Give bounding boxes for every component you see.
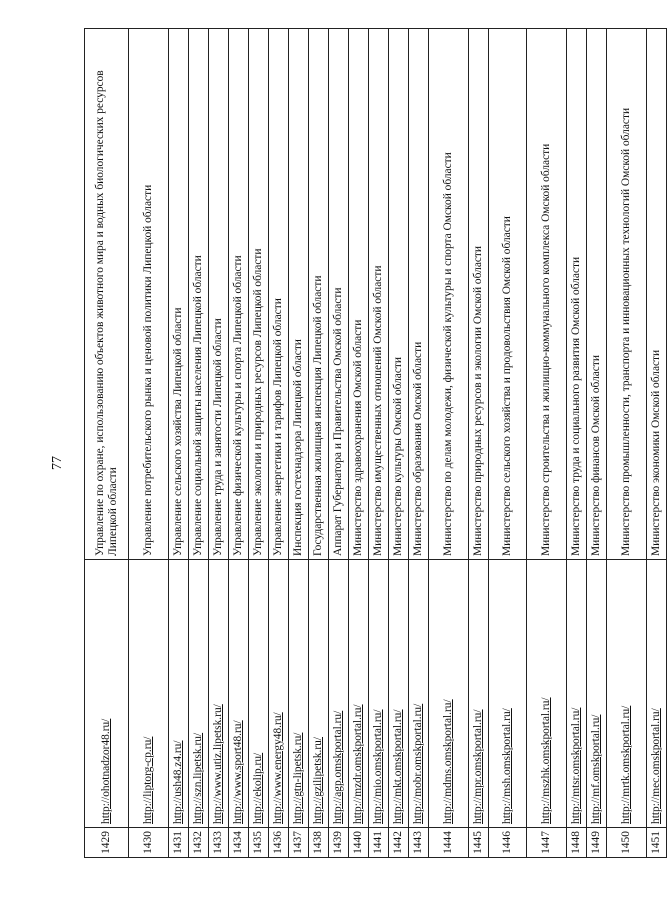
table-row bbox=[527, 29, 567, 858]
website-cell bbox=[249, 560, 269, 828]
website-cell bbox=[567, 560, 587, 828]
row-number: 1450 bbox=[607, 828, 647, 858]
row-number: 1432 bbox=[189, 828, 209, 858]
table-row bbox=[129, 29, 169, 858]
website-link[interactable]: http://mrtk.omskportal.ru/ bbox=[620, 705, 633, 824]
website-cell bbox=[429, 560, 469, 828]
table-row bbox=[169, 29, 189, 858]
organization-name: Министерство промышленности, транспорта и инновационных технологий Омской области bbox=[607, 29, 647, 560]
table-row bbox=[647, 29, 667, 858]
table-row bbox=[229, 29, 249, 858]
organization-name: Министерство культуры Омской области bbox=[389, 29, 409, 560]
organization-name: Государственная жилищная инспекция Липецкой области bbox=[309, 29, 329, 560]
row-number: 1442 bbox=[389, 828, 409, 858]
website-cell bbox=[369, 560, 389, 828]
table-row bbox=[489, 29, 527, 858]
website-link[interactable]: http://mkt.omskportal.ru/ bbox=[392, 709, 405, 824]
website-link[interactable]: http://ekolip.ru/ bbox=[252, 752, 265, 824]
table-row bbox=[607, 29, 647, 858]
table-row bbox=[349, 29, 369, 858]
organization-name: Управление сельского хозяйства Липецкой области bbox=[169, 29, 189, 560]
row-number: 1445 bbox=[469, 828, 489, 858]
website-link[interactable]: http://mtsr.omskportal.ru/ bbox=[570, 707, 583, 824]
table-row bbox=[329, 29, 349, 858]
website-cell bbox=[289, 560, 309, 828]
organization-name: Министерство природных ресурсов и экологии Омской области bbox=[469, 29, 489, 560]
table-row bbox=[269, 29, 289, 858]
website-link[interactable]: http://mio.omskportal.ru/ bbox=[372, 709, 385, 824]
row-number: 1433 bbox=[209, 828, 229, 858]
organization-name: Управление социальной защиты населения Липецкой области bbox=[189, 29, 209, 560]
website-cell bbox=[389, 560, 409, 828]
table-row bbox=[209, 29, 229, 858]
website-link[interactable]: http://mpr.omskportal.ru/ bbox=[472, 709, 485, 824]
row-number: 1449 bbox=[587, 828, 607, 858]
website-cell bbox=[469, 560, 489, 828]
table-row bbox=[587, 29, 607, 858]
website-cell bbox=[85, 560, 129, 828]
table-row bbox=[409, 29, 429, 858]
row-number: 1440 bbox=[349, 828, 369, 858]
page-number: 77 bbox=[50, 456, 65, 470]
website-link[interactable]: http://ush48.z4.ru/ bbox=[172, 740, 185, 824]
organization-name: Управление экологии и природных ресурсов Липецкой области bbox=[249, 29, 269, 560]
table-row bbox=[189, 29, 209, 858]
website-link[interactable]: http://agp.omskportal.ru/ bbox=[332, 710, 345, 824]
website-link[interactable]: http://msh.omskportal.ru/ bbox=[501, 708, 514, 824]
row-number: 1429 bbox=[85, 828, 129, 858]
table-row bbox=[249, 29, 269, 858]
website-cell bbox=[409, 560, 429, 828]
organization-name: Министерство труда и социального развития Омской области bbox=[567, 29, 587, 560]
website-cell bbox=[587, 560, 607, 828]
website-cell bbox=[169, 560, 189, 828]
website-cell bbox=[189, 560, 209, 828]
row-number: 1437 bbox=[289, 828, 309, 858]
organization-name: Управление труда и занятости Липецкой области bbox=[209, 29, 229, 560]
organization-name: Министерство строительства и жилищно-коммунального комплекса Омской области bbox=[527, 29, 567, 560]
row-number: 1438 bbox=[309, 828, 329, 858]
row-number: 1448 bbox=[567, 828, 587, 858]
organization-name: Министерство сельского хозяйства и продовольствия Омской области bbox=[489, 29, 527, 560]
row-number: 1443 bbox=[409, 828, 429, 858]
organization-name: Управление по охране, использованию объектов животного мира и водных биологических ресурсов Липецкой области bbox=[85, 29, 129, 560]
website-link[interactable]: http://szn.lipetsk.ru/ bbox=[192, 732, 205, 824]
organization-name: Министерство по делам молодежи, физической культуры и спорта Омской области bbox=[429, 29, 469, 560]
table-row bbox=[429, 29, 469, 858]
organization-name: Управление потребительского рынка и ценовой политики Липецкой области bbox=[129, 29, 169, 560]
website-link[interactable]: http://mzdr.omskportal.ru/ bbox=[352, 704, 365, 824]
website-link[interactable]: http://mf.omskportal.ru/ bbox=[590, 714, 603, 824]
website-cell bbox=[329, 560, 349, 828]
row-number: 1435 bbox=[249, 828, 269, 858]
row-number: 1441 bbox=[369, 828, 389, 858]
organization-name: Аппарат Губернатора и Правительства Омской области bbox=[329, 29, 349, 560]
table-row bbox=[389, 29, 409, 858]
organization-name: Министерство финансов Омской области bbox=[587, 29, 607, 560]
website-link[interactable]: http://mszhk.omskportal.ru/ bbox=[540, 697, 553, 824]
website-link[interactable]: http://www.utiz.lipetsk.ru/ bbox=[212, 704, 225, 824]
table-row bbox=[85, 29, 129, 858]
organization-name: Инспекция гостехнадзора Липецкой области bbox=[289, 29, 309, 560]
row-number: 1447 bbox=[527, 828, 567, 858]
website-cell bbox=[229, 560, 249, 828]
row-number: 1444 bbox=[429, 828, 469, 858]
registry-table bbox=[84, 28, 667, 858]
website-link[interactable]: http://mdms.omskportal.ru/ bbox=[442, 699, 455, 824]
row-number: 1446 bbox=[489, 828, 527, 858]
table-row bbox=[567, 29, 587, 858]
organization-name: Министерство экономики Омской области bbox=[647, 29, 667, 560]
website-link[interactable]: http://www.sport48.ru/ bbox=[232, 720, 245, 824]
website-cell bbox=[489, 560, 527, 828]
row-number: 1434 bbox=[229, 828, 249, 858]
organization-name: Министерство имущественных отношений Омской области bbox=[369, 29, 389, 560]
website-cell bbox=[209, 560, 229, 828]
website-cell bbox=[647, 560, 667, 828]
website-cell bbox=[349, 560, 369, 828]
website-link[interactable]: http://mobr.omskportal.ru/ bbox=[412, 703, 425, 824]
organization-name: Управление энергетики и тарифов Липецкой области bbox=[269, 29, 289, 560]
table-row bbox=[469, 29, 489, 858]
website-cell bbox=[309, 560, 329, 828]
website-cell bbox=[527, 560, 567, 828]
website-cell bbox=[129, 560, 169, 828]
table-row bbox=[309, 29, 329, 858]
website-link[interactable]: http://www.energy48.ru/ bbox=[272, 712, 285, 824]
website-link[interactable]: http://gtn-lipetsk.ru/ bbox=[292, 732, 305, 824]
organization-name: Министерство здравоохранения Омской области bbox=[349, 29, 369, 560]
website-cell bbox=[269, 560, 289, 828]
website-cell bbox=[607, 560, 647, 828]
row-number: 1451 bbox=[647, 828, 667, 858]
rotated-table-wrapper bbox=[84, 28, 663, 858]
website-link[interactable]: http://liptorg-cp.ru/ bbox=[142, 736, 155, 824]
organization-name: Управление физической культуры и спорта Липецкой области bbox=[229, 29, 249, 560]
website-link[interactable]: http://mec.omskportal.ru/ bbox=[650, 708, 663, 824]
website-link[interactable]: http://ohotnadzor48.ru/ bbox=[100, 718, 113, 824]
website-link[interactable]: http://gzilipetsk.ru/ bbox=[312, 736, 325, 824]
row-number: 1430 bbox=[129, 828, 169, 858]
row-number: 1436 bbox=[269, 828, 289, 858]
row-number: 1431 bbox=[169, 828, 189, 858]
table-row bbox=[369, 29, 389, 858]
table-row bbox=[289, 29, 309, 858]
organization-name: Министерство образования Омской области bbox=[409, 29, 429, 560]
row-number: 1439 bbox=[329, 828, 349, 858]
